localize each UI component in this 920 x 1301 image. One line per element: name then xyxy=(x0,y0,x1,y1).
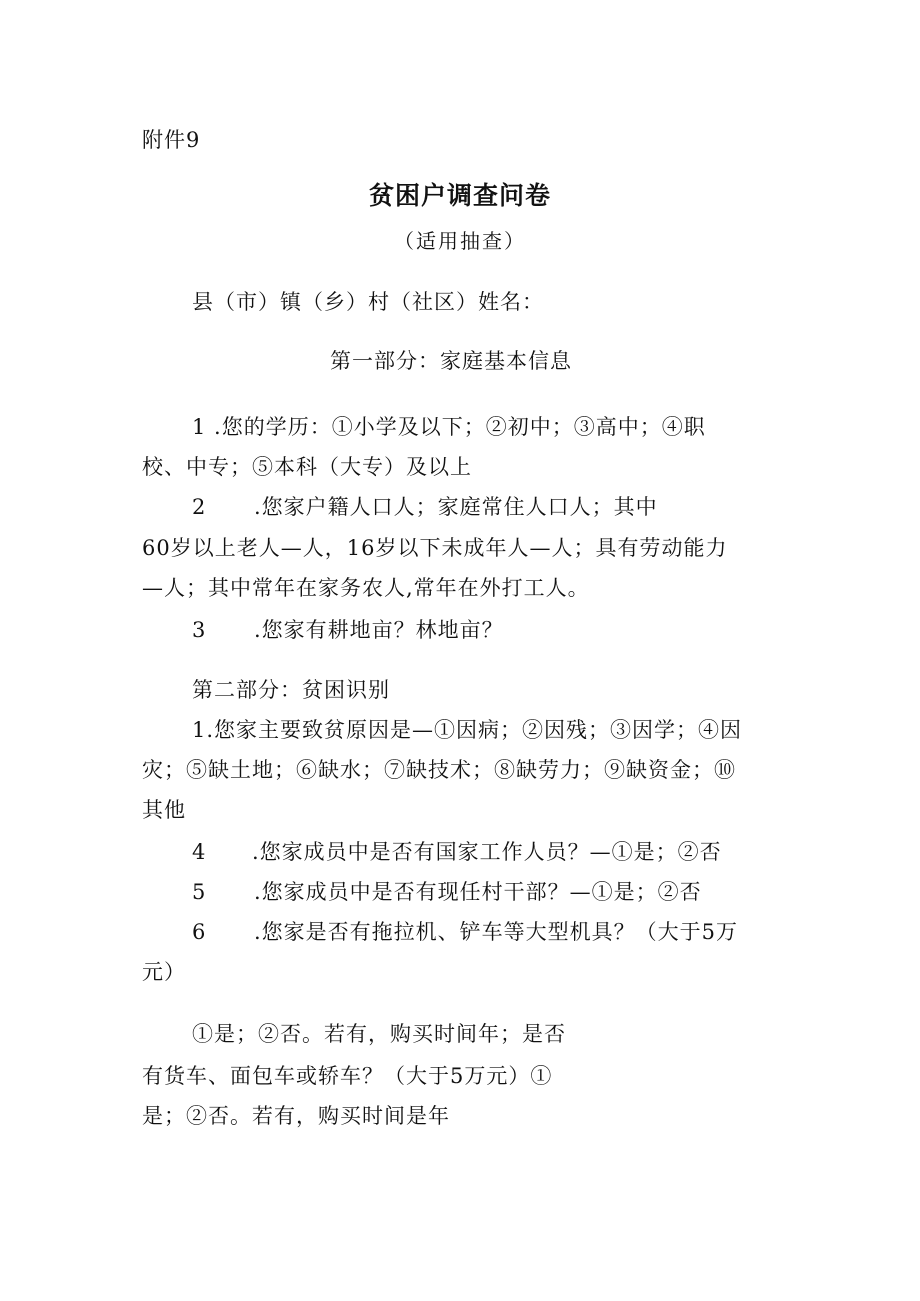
page-subtitle: （适用抽查） xyxy=(394,229,526,253)
part2-q4-text: .您家成员中是否有国家工作人员？—①是；②否 xyxy=(252,840,722,864)
part2-q1-line2: 灾；⑤缺土地；⑥缺水；⑦缺技术；⑧缺劳力；⑨缺资金；⑩ xyxy=(142,758,736,782)
part2-q6-line1: .您家是否有拖拉机、铲车等大型机具？（大于5万 xyxy=(254,920,739,944)
part2-q6-number: 6 xyxy=(192,920,206,944)
answer-line2: 有货车、面包车或轿车？（大于5万元）① xyxy=(142,1064,553,1088)
respondent-line: 县（市）镇（乡）村（社区）姓名： xyxy=(192,290,544,314)
part1-q2-line1: .您家户籍人口人；家庭常住人口人；其中 xyxy=(254,495,658,519)
part1-q3-text: .您家有耕地亩？林地亩？ xyxy=(254,618,504,642)
part1-q2-line2: 60岁以上老人—人，16岁以下未成年人—人；具有劳动能力 xyxy=(142,536,728,560)
part1-q2-line3: —人；其中常年在家务农人,常年在外打工人。 xyxy=(142,576,590,600)
part2-q6-line2: 元） xyxy=(142,960,186,984)
part1-q1-line1: 1 .您的学历：①小学及以下；②初中；③高中；④职 xyxy=(192,415,706,439)
part1-heading: 第一部分：家庭基本信息 xyxy=(330,349,572,373)
part2-q5-number: 5 xyxy=(192,880,206,904)
answer-line1: ①是；②否。若有，购买时间年；是否 xyxy=(192,1022,566,1046)
attachment-label: 附件9 xyxy=(142,128,201,152)
part2-q1-line1: 1.您家主要致贫原因是—①因病；②因残；③因学；④因 xyxy=(192,718,743,742)
part1-q2-number: 2 xyxy=(192,495,206,519)
part2-q1-line3: 其他 xyxy=(142,798,186,822)
part1-q1-line2: 校、中专；⑤本科（大专）及以上 xyxy=(142,455,472,479)
part2-heading: 第二部分：贫困识别 xyxy=(192,678,390,702)
part2-q4-number: 4 xyxy=(192,840,206,864)
page-title: 贫困户调查问卷 xyxy=(368,181,551,210)
part1-q3-number: 3 xyxy=(192,618,206,642)
answer-line3: 是；②否。若有，购买时间是年 xyxy=(142,1104,450,1128)
part2-q5-text: .您家成员中是否有现任村干部？—①是；②否 xyxy=(254,880,702,904)
